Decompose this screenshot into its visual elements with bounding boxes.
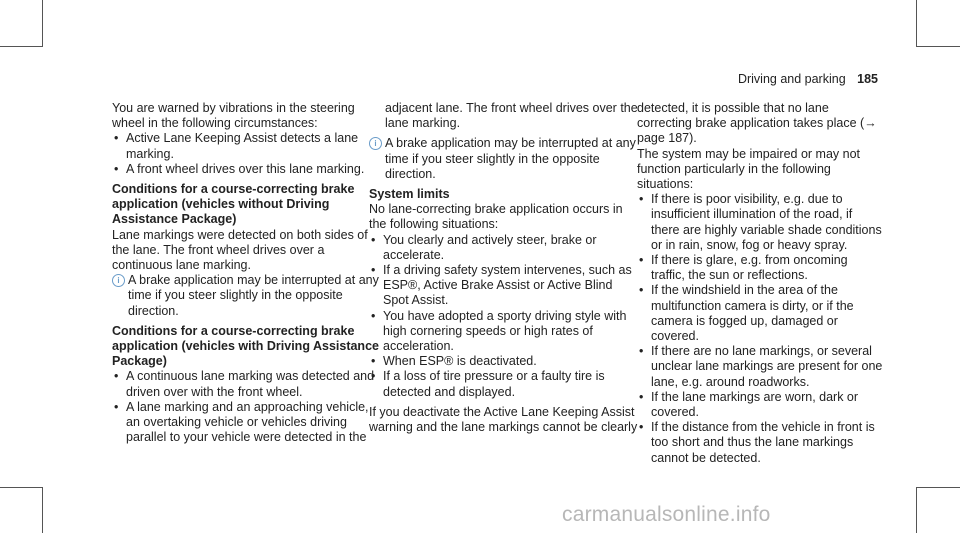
paragraph: If you deactivate the Active Lane Keeping Assist warning and the lane markings cannot be clearly (369, 404, 638, 435)
paragraph: adjacent lane. The front wheel drives over the lane marking. (385, 101, 638, 131)
info-icon: i (112, 274, 125, 287)
watermark: carmanualsonline.info (562, 503, 771, 526)
list-item: • If there are no lane markings, or several unclear lane markings are present for one lane, e.g. around roadworks. (637, 344, 883, 390)
paragraph: Lane markings were detected on both sides of the lane. The front wheel drives over a continuous lane marking. (112, 227, 368, 273)
column-2 (369, 101, 639, 435)
list-item: • A continuous lane marking was detected and driven over with the front wheel. (112, 369, 382, 399)
paragraph: No lane-correcting brake application occurs in the following situations: (369, 202, 623, 232)
note-text: A brake application may be interrupted at any time if you steer slightly in the opposite direction. (385, 136, 636, 181)
paragraph: You are warned by vibrations in the steering wheel in the following circumstances: (112, 101, 355, 131)
list-item: • You clearly and actively steer, brake or accelerate. (369, 233, 639, 263)
list-item: • If the windshield in the area of the multifunction camera is dirty, or if the camera is fogged up, damaged or covered. (637, 283, 883, 344)
crop-mark (42, 487, 43, 533)
note (369, 136, 639, 182)
paragraph: detected, it is possible that no lane correcting brake application takes place (→ page 187). (637, 101, 877, 146)
section-heading: Conditions for a course-correcting brake application (vehicles without Driving Assistance Package) (112, 182, 355, 227)
column-1 (112, 101, 382, 445)
column-3 (637, 101, 883, 466)
list-item: • A lane marking and an approaching vehicle, an overtaking vehicle or vehicles driving parallel to your vehicle were detected in the (112, 400, 382, 446)
crop-mark (916, 487, 960, 488)
crop-mark (916, 487, 917, 533)
list-item: • When ESP® is deactivated. (369, 354, 639, 369)
crop-mark (916, 0, 917, 46)
list-item: • If there is glare, e.g. from oncoming traffic, the sun or reflections. (637, 253, 883, 283)
list-item: • You have adopted a sporty driving style with high cornering speeds or high rates of acceleration. (369, 309, 639, 355)
list-item: • If the distance from the vehicle in front is too short and thus the lane markings cannot be detected. (637, 420, 883, 466)
crop-mark (916, 46, 960, 47)
section-heading: System limits (369, 187, 450, 202)
list-item: • A front wheel drives over this lane marking. (112, 162, 382, 177)
section-title: Driving and parking (737, 72, 846, 86)
list-item: • If a loss of tire pressure or a faulty tire is detected and displayed. (369, 369, 639, 399)
page-number: 185 (857, 72, 878, 86)
info-icon: i (369, 137, 382, 150)
note-text: A brake application may be interrupted at any time if you steer slightly in the opposite direction. (128, 273, 379, 318)
crop-mark (0, 487, 43, 488)
list-item: • If the lane markings are worn, dark or covered. (637, 390, 883, 420)
list-item: • If a driving safety system intervenes, such as ESP®, Active Brake Assist or Active Blind Spot Assist. (369, 263, 639, 309)
list-item: • If there is poor visibility, e.g. due to insufficient illumination of the road, if there are highly variable shade conditions or in rain, snow, fog or heavy spray. (637, 192, 883, 253)
list-item: • Active Lane Keeping Assist detects a lane marking. (112, 131, 382, 161)
crop-mark (42, 0, 43, 46)
section-heading: Conditions for a course-correcting brake application (vehicles with Driving Assistance Package) (112, 323, 379, 369)
paragraph: The system may be impaired or may not function particularly in the following situations: (637, 146, 860, 192)
note (112, 273, 382, 319)
crop-mark (0, 46, 43, 47)
page-header (738, 72, 878, 86)
